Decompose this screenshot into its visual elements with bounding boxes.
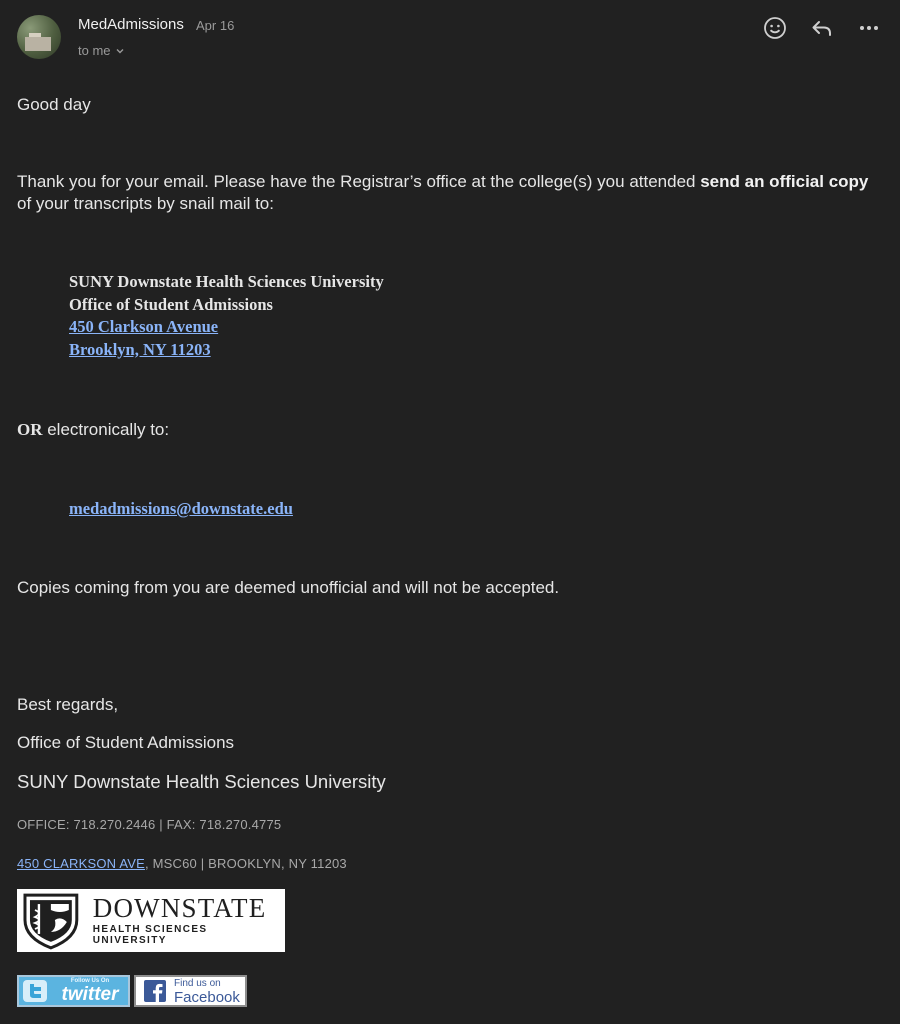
greeting: Good day	[17, 95, 91, 114]
unofficial-notice: Copies coming from you are deemed unofficial and will not be accepted.	[17, 578, 560, 597]
logo-subtitle: HEALTH SCIENCES UNIVERSITY	[92, 924, 208, 946]
recipient-label: to me	[78, 43, 111, 58]
shield-logo-icon	[21, 892, 81, 950]
logo-title: DOWNSTATE	[92, 893, 267, 923]
sender-avatar[interactable]	[17, 15, 61, 59]
signature-office: Office of Student Admissions	[17, 733, 235, 752]
instruction-paragraph	[17, 171, 885, 215]
address-line-university: SUNY Downstate Health Sciences University	[69, 272, 384, 291]
instruction-text-a: Thank you for your email. Please have the Registrar’s office at the college(s) you attended	[17, 172, 701, 191]
instruction-bold: send an official copy	[700, 172, 869, 191]
signature-address-link[interactable]: 450 CLARKSON AVE	[17, 856, 145, 871]
instruction-text-b: of your transcripts by snail mail to:	[17, 194, 274, 213]
sender-name[interactable]: MedAdmissions	[78, 16, 184, 33]
twitter-bird-icon	[22, 979, 48, 1003]
address-street-link[interactable]: 450 Clarkson Avenue	[69, 317, 219, 336]
closing: Best regards,	[17, 695, 119, 714]
twitter-link[interactable]	[17, 975, 130, 1007]
signature-university: SUNY Downstate Health Sciences University	[17, 771, 386, 792]
reply-button[interactable]	[806, 12, 838, 44]
twitter-small-label: Follow Us On	[70, 978, 110, 984]
recipient-toggle[interactable]	[78, 43, 126, 58]
mailing-address	[69, 271, 384, 361]
smiley-icon	[763, 16, 787, 40]
facebook-label: Facebook	[174, 988, 240, 1006]
address-line-office: Office of Student Admissions	[69, 294, 273, 314]
or-line	[17, 419, 169, 442]
more-icon	[857, 16, 881, 40]
twitter-label: twitter	[61, 984, 119, 1005]
or-bold: OR	[17, 420, 43, 439]
more-options-button[interactable]	[853, 12, 885, 44]
signature-address-rest: , MSC60 | BROOKLYN, NY 11203	[144, 856, 347, 871]
facebook-link[interactable]	[134, 975, 247, 1007]
signature-phones: OFFICE: 718.270.2446 | FAX: 718.270.4775	[17, 817, 282, 832]
signature-address	[17, 856, 347, 871]
email-date: Apr 16	[196, 18, 235, 33]
email-link[interactable]: medadmissions@downstate.edu	[69, 499, 293, 518]
reply-icon	[810, 16, 834, 40]
facebook-small-label: Find us on	[174, 977, 221, 989]
facebook-f-icon	[144, 980, 166, 1002]
or-rest: electronically to:	[42, 420, 170, 439]
emoji-reaction-button[interactable]	[759, 12, 791, 44]
address-city-link[interactable]: Brooklyn, NY 11203	[69, 339, 211, 359]
chevron-down-icon	[114, 45, 126, 57]
downstate-logo	[17, 889, 285, 952]
